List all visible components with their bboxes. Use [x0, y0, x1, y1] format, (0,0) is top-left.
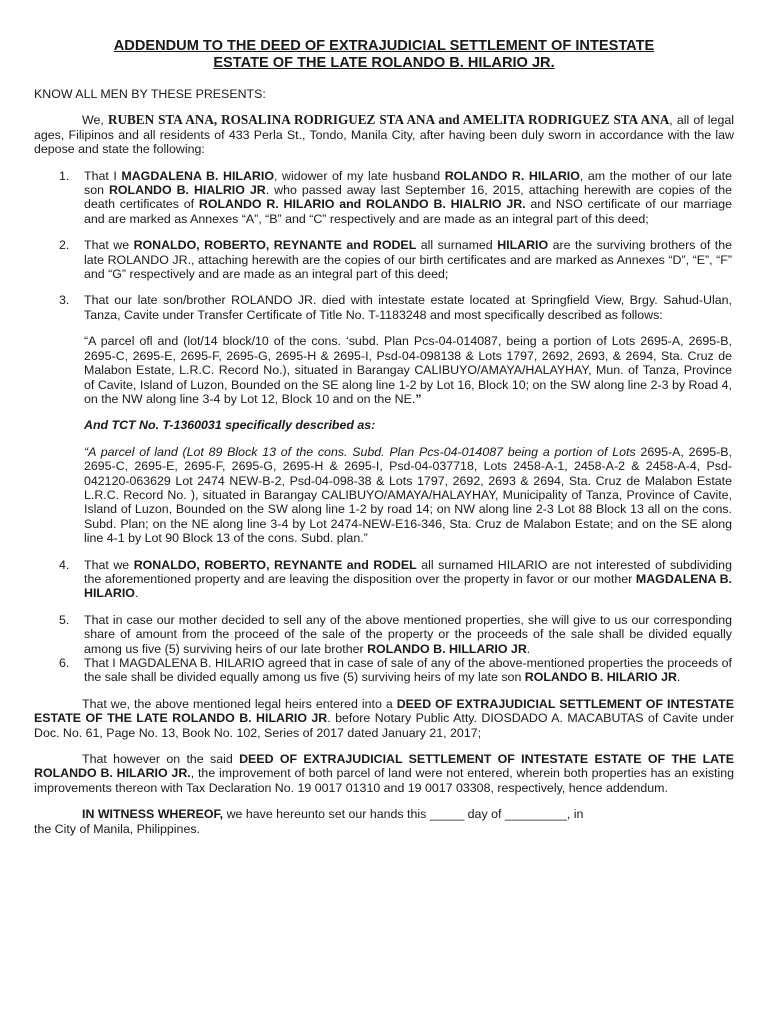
however-paragraph — [34, 752, 734, 795]
quote-text: “A parcel ofl and (lot/14 block/10 of the cons. ‘subd. Plan Pcs-04-014087, being a portion of Lots 2695-A, 2695-B, 2695-C, 2695-E, 2695-F, 2695-G, 2695-H & 2695-I, Psd-04-098138 & Lots 1797, 2692, 2693, & 2694, Sta. Cruz de Malabon Estate, L.R.C. Record No.), situated in Barangay CALIBUYO/AMAYA/HALAYHAY, Mun. of Tanza, Province of Cavite, Island of Luzon, Bounded on the SE along line 1-2 by Lot 16, Block 10; on the SW along line 2-3 by Road 4, on the NW along line 3-4 by Lot 12, Block 10 and on the NE. — [84, 334, 732, 406]
item-text: . — [526, 641, 531, 656]
intro-paragraph — [34, 113, 734, 156]
para-bold: DEED OF EXTRAJUDICIAL SETTLEMENT OF INTESTATE ESTATE OF THE LATE ROLANDO B. HILARIO JR — [34, 696, 734, 726]
intro-names: RUBEN STA ANA, ROSALINA RODRIGUEZ STA ANA and AMELITA RODRIGUEZ STA ANA — [107, 112, 670, 128]
item-bold: ROLANDO B. HILARIO JR — [524, 670, 677, 685]
item-bold: RONALDO, ROBERTO, REYNANTE and RODEL — [133, 557, 417, 572]
item-text: and NSO certificate of our marriage and are marked as Annexes “A”, “B” and “C” respectively and are made as an integral part of this deed; — [84, 197, 732, 226]
item-text: That I MAGDALENA B. HILARIO agreed that in case of sale of any of the above-mentioned properties the proceeds of the sale shall be divided equally among us five (5) surviving heirs of my late son — [84, 656, 732, 685]
item-bold: ROLANDO B. HILLARIO JR — [367, 641, 527, 656]
para-text: . before Notary Public Atty. DIOSDADO A. MACABUTAS of Cavite under Doc. No. 61, Page No. 13, Book No. 102, Series of 2017 dated January 21, 2017; — [34, 711, 735, 740]
property-description-1 — [84, 334, 732, 406]
item-text: . who passed away last September 16, 2015, attaching herewith are copies of the death certificates of — [84, 183, 733, 212]
item-text: are the surviving brothers of the late ROLANDO JR., attaching herewith are the copies of our birth certificates and are marked as Annexes “D”, “E”, “F” and “G” respectively and are made as an integral part of this deed; — [84, 238, 732, 282]
tct-heading: And TCT No. T-1360031 specifically described as: — [84, 418, 376, 433]
quote-italic: “A parcel of land (Lot 89 Block 13 of the cons. Subd. Plan Pcs-04-014087 being a portion of Lots — [84, 444, 636, 459]
item-text: That in case our mother decided to sell any of the above mentioned properties, she will give to us our corresponding share of amount from the proceed of the sale of the property or the proceeds of the sale shall be divided equally among us five (5) surviving heirs of our late brother — [84, 612, 732, 656]
list-item-5 — [34, 613, 734, 656]
para-text: , the improvement of both parcel of land were not entered, wherein both properties has an existing improvements thereon with Tax Declaration No. 19 0017 01310 and 19 0017 03308, respectively, hence addendum. — [34, 766, 735, 795]
document-title — [44, 38, 724, 71]
item-bold: ROLANDO B. HIALRIO JR — [108, 183, 266, 198]
para-bold: DEED OF EXTRAJUDICIAL SETTLEMENT OF INTESTATE ESTATE OF THE LATE ROLANDO B. HILARIO JR. — [34, 752, 734, 781]
deed-paragraph — [34, 697, 734, 740]
item-text: all surnamed — [416, 238, 498, 253]
quote-text: 2695-A, 2695-B, 2695-C, 2695-E, 2695-F, 2695-G, 2695-H & 2695-I, Psd-04-037718, Lots 2458-A-1, 2458-A-2 & 2458-A-4, Psd-042120-063629 Lot 2474 NEW-B-2, Psd-04-098-38 & Lots 1797, 2692, 2693 & 2694, Sta. Cruz de Malabon Estate L.R.C. Record No. ), situated in Barangay CALIBUYO/AMAYA/HALAYHAY, Municipality of Tanza, Province of Cavite, Island of Luzon, Bounded on the SW along line 1-2 by road 14; on NW along line 2-3 Lot 88 Block 13 all on the cons. Subd. Plan; on the NE along line 3-4 by Lot 2474-NEW-E16-346, Sta. Cruz de Malabon Estate; and on the SE along line 4-1 by Lot 90 Block 13 of the cons. Subd. plan.” — [84, 444, 732, 546]
witness-city: the City of Manila, Philippines. — [34, 821, 200, 836]
numbered-list-2 — [34, 558, 734, 685]
item-bold: RONALDO, ROBERTO, REYNANTE and RODEL — [133, 238, 417, 253]
intro-we: We, — [82, 113, 104, 128]
list-item-4 — [34, 558, 734, 601]
item-text: . — [676, 670, 681, 685]
item-number: 4. — [59, 557, 70, 572]
property-description-2 — [84, 445, 732, 546]
quote-close: ” — [415, 391, 422, 406]
item-number: 3. — [59, 293, 70, 308]
witness-text: we have hereunto set our hands this _____ day of _________, in — [223, 807, 584, 822]
list-item-3 — [34, 293, 734, 322]
item-number: 6. — [59, 656, 70, 670]
item-bold: MAGDALENA B. HILARIO — [84, 571, 732, 601]
know-all-men: KNOW ALL MEN BY THESE PRESENTS: — [34, 87, 266, 101]
para-text: That we, the above mentioned legal heirs entered into a — [82, 696, 397, 711]
item-bold: ROLANDO R. HILARIO — [444, 168, 580, 183]
item-text: That I — [84, 168, 122, 183]
title-line-1: ADDENDUM TO THE DEED OF EXTRAJUDICIAL SETTLEMENT OF INTESTATE — [113, 38, 655, 54]
item-bold: ROLANDO R. HILARIO and ROLANDO B. HIALRIO JR. — [198, 197, 526, 212]
item-number: 5. — [59, 612, 70, 627]
list-item-6 — [34, 656, 734, 685]
para-text: That however on the said — [82, 752, 240, 767]
item-bold: MAGDALENA B. HILARIO — [121, 168, 274, 183]
item-bold: HILARIO — [497, 238, 549, 253]
item-text: , am the mother of our late son — [84, 168, 732, 198]
item-number: 2. — [59, 238, 70, 253]
item-text: That we — [84, 238, 134, 253]
witness-paragraph — [34, 807, 734, 821]
witness-bold: IN WITNESS WHEREOF, — [82, 807, 224, 822]
numbered-list-1 — [34, 169, 734, 323]
list-item-1 — [34, 169, 734, 227]
list-item-2 — [34, 238, 734, 281]
item-text: all surnamed HILARIO are not interested of subdividing the aforementioned property and are leaving the disposition over the property in favor or our mother — [84, 557, 732, 586]
item-text: That our late son/brother ROLANDO JR. died with intestate estate located at Springfield View, Brgy. Sahud-Ulan, Tanza, Cavite under Transfer Certificate of Title No. T-1183248 and most specifically described as follows: — [84, 293, 732, 322]
item-number: 1. — [59, 168, 70, 183]
item-text: . — [134, 586, 139, 601]
intro-rest: , all of legal ages, Filipinos and all residents of 433 Perla St., Tondo, Manila City, after having been duly sworn in accordance with the law depose and state the following: — [34, 113, 734, 157]
item-text: That we — [84, 557, 134, 572]
item-text: , widower of my late husband — [273, 168, 445, 183]
title-line-2: ESTATE OF THE LATE ROLANDO B. HILARIO JR. — [213, 54, 555, 71]
